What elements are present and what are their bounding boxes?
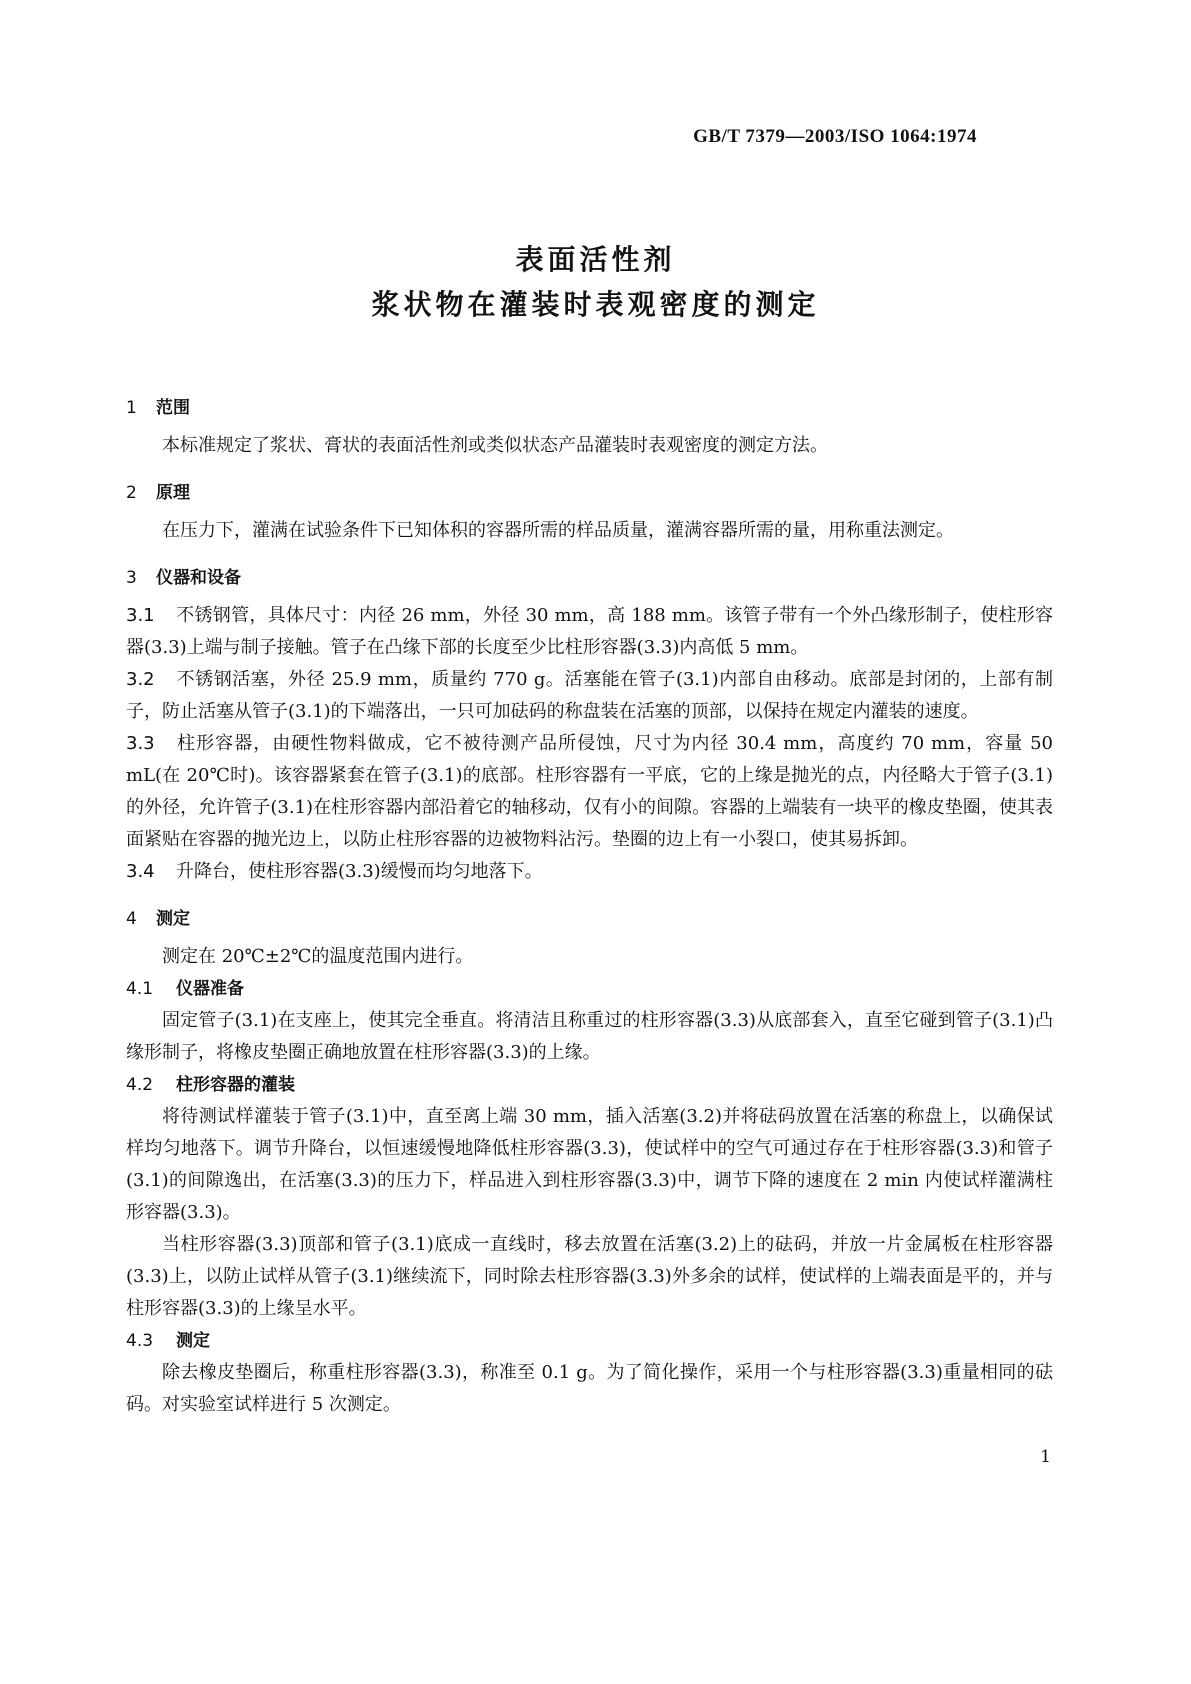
clause-text: 不锈钢管，具体尺寸：内径 26 mm，外径 30 mm，高 188 mm。该管子带有一个外凸缘形制子，使柱形容器(3.3)上端与制子接触。管子在凸缘下部的长度至少比柱形容器(3.3)内高低 5 mm。 — [126, 605, 1053, 658]
section-number: 1 — [126, 398, 137, 418]
clause-3-2 — [126, 664, 1053, 728]
document-body — [126, 392, 1053, 1421]
section-heading-scope — [126, 392, 1053, 424]
section-heading-principle — [126, 477, 1053, 509]
section-title: 原理 — [156, 483, 190, 503]
subsection-title: 测定 — [176, 1331, 210, 1351]
section-title: 仪器和设备 — [156, 568, 241, 588]
paragraph: 本标准规定了浆状、膏状的表面活性剂或类似状态产品灌装时表观密度的测定方法。 — [162, 435, 828, 456]
clause-text: 不锈钢活塞，外径 25.9 mm，质量约 770 g。活塞能在管子(3.1)内部自由移动。底部是封闭的，上部有制子，防止活塞从管子(3.1)的下端落出，一只可加砝码的称盘装在活塞的顶部，以保持在规定内灌装的速度。 — [126, 669, 1053, 722]
subsection-heading-4-3 — [126, 1325, 1053, 1357]
section-title: 测定 — [156, 909, 190, 929]
paragraph: 固定管子(3.1)在支座上，使其完全垂直。将清洁且称重过的柱形容器(3.3)从底部套入，直至它碰到管子(3.1)凸缘形制子，将橡皮垫圈正确地放置在柱形容器(3.3)的上缘。 — [126, 1010, 1053, 1063]
section-title: 范围 — [156, 398, 190, 418]
standard-number: GB/T 7379—2003/ISO 1064:1974 — [693, 126, 977, 147]
subsection-heading-4-2 — [126, 1069, 1053, 1101]
document-title-line-2: 浆状物在灌装时表观密度的测定 — [371, 288, 820, 321]
clause-number: 3.2 — [126, 669, 155, 690]
clause-3-4 — [126, 856, 1053, 888]
clause-3-1 — [126, 600, 1053, 664]
subsection-number: 4.1 — [126, 979, 154, 999]
clause-number: 3.1 — [126, 605, 155, 626]
paragraph: 除去橡皮垫圈后，称重柱形容器(3.3)，称准至 0.1 g。为了简化操作，采用一个与柱形容器(3.3)重量相同的砝码。对实验室试样进行 5 次测定。 — [126, 1362, 1053, 1415]
paragraph: 测定在 20℃±2℃的温度范围内进行。 — [162, 946, 474, 967]
subsection-heading-4-1 — [126, 973, 1053, 1005]
clause-3-3 — [126, 728, 1053, 856]
subsection-number: 4.3 — [126, 1331, 154, 1351]
section-heading-determination — [126, 903, 1053, 935]
section-number: 3 — [126, 568, 137, 588]
clause-number: 3.4 — [126, 861, 155, 882]
page-number: 1 — [1040, 1447, 1051, 1467]
subsection-number: 4.2 — [126, 1075, 154, 1095]
section-number: 4 — [126, 909, 137, 929]
subsection-title: 仪器准备 — [176, 979, 244, 999]
paragraph: 当柱形容器(3.3)顶部和管子(3.1)底成一直线时，移去放置在活塞(3.2)上的砝码，并放一片金属板在柱形容器(3.3)上，以防止试样从管子(3.1)继续流下，同时除去柱形容器(3.3)外多余的试样，使试样的上端表面是平的，并与柱形容器(3.3)的上缘呈水平。 — [126, 1234, 1053, 1319]
clause-text: 升降台，使柱形容器(3.3)缓慢而均匀地落下。 — [176, 861, 543, 882]
section-heading-apparatus — [126, 562, 1053, 594]
clause-text: 柱形容器，由硬性物料做成，它不被待测产品所侵蚀，尺寸为内径 30.4 mm，高度约 70 mm，容量 50 mL(在 20℃时)。该容器紧套在管子(3.1)的底部。柱形容器有一平底，它的上缘是抛光的点，内径略大于管子(3.1)的外径，允许管子(3.1)在柱形容器内部沿着它的轴移动，仅有小的间隙。容器的上端装有一块平的橡皮垫圈，使其表面紧贴在容器的抛光边上，以防止柱形容器的边被物料沾污。垫圈的边上有一小裂口，使其易拆卸。 — [126, 733, 1053, 850]
clause-number: 3.3 — [126, 733, 155, 754]
document-title-line-1: 表面活性剂 — [515, 243, 676, 276]
paragraph: 在压力下，灌满在试验条件下已知体积的容器所需的样品质量，灌满容器所需的量，用称重法测定。 — [162, 520, 954, 541]
subsection-title: 柱形容器的灌装 — [176, 1075, 295, 1095]
section-number: 2 — [126, 483, 137, 503]
paragraph: 将待测试样灌装于管子(3.1)中，直至离上端 30 mm，插入活塞(3.2)并将砝码放置在活塞的称盘上，以确保试样均匀地落下。调节升降台，以恒速缓慢地降低柱形容器(3.3)，使试样中的空气可通过存在于柱形容器(3.3)和管子(3.1)的间隙逸出，在活塞(3.3)的压力下，样品进入到柱形容器(3.3)中，调节下降的速度在 2 min 内使试样灌满柱形容器(3.3)。 — [126, 1106, 1053, 1223]
